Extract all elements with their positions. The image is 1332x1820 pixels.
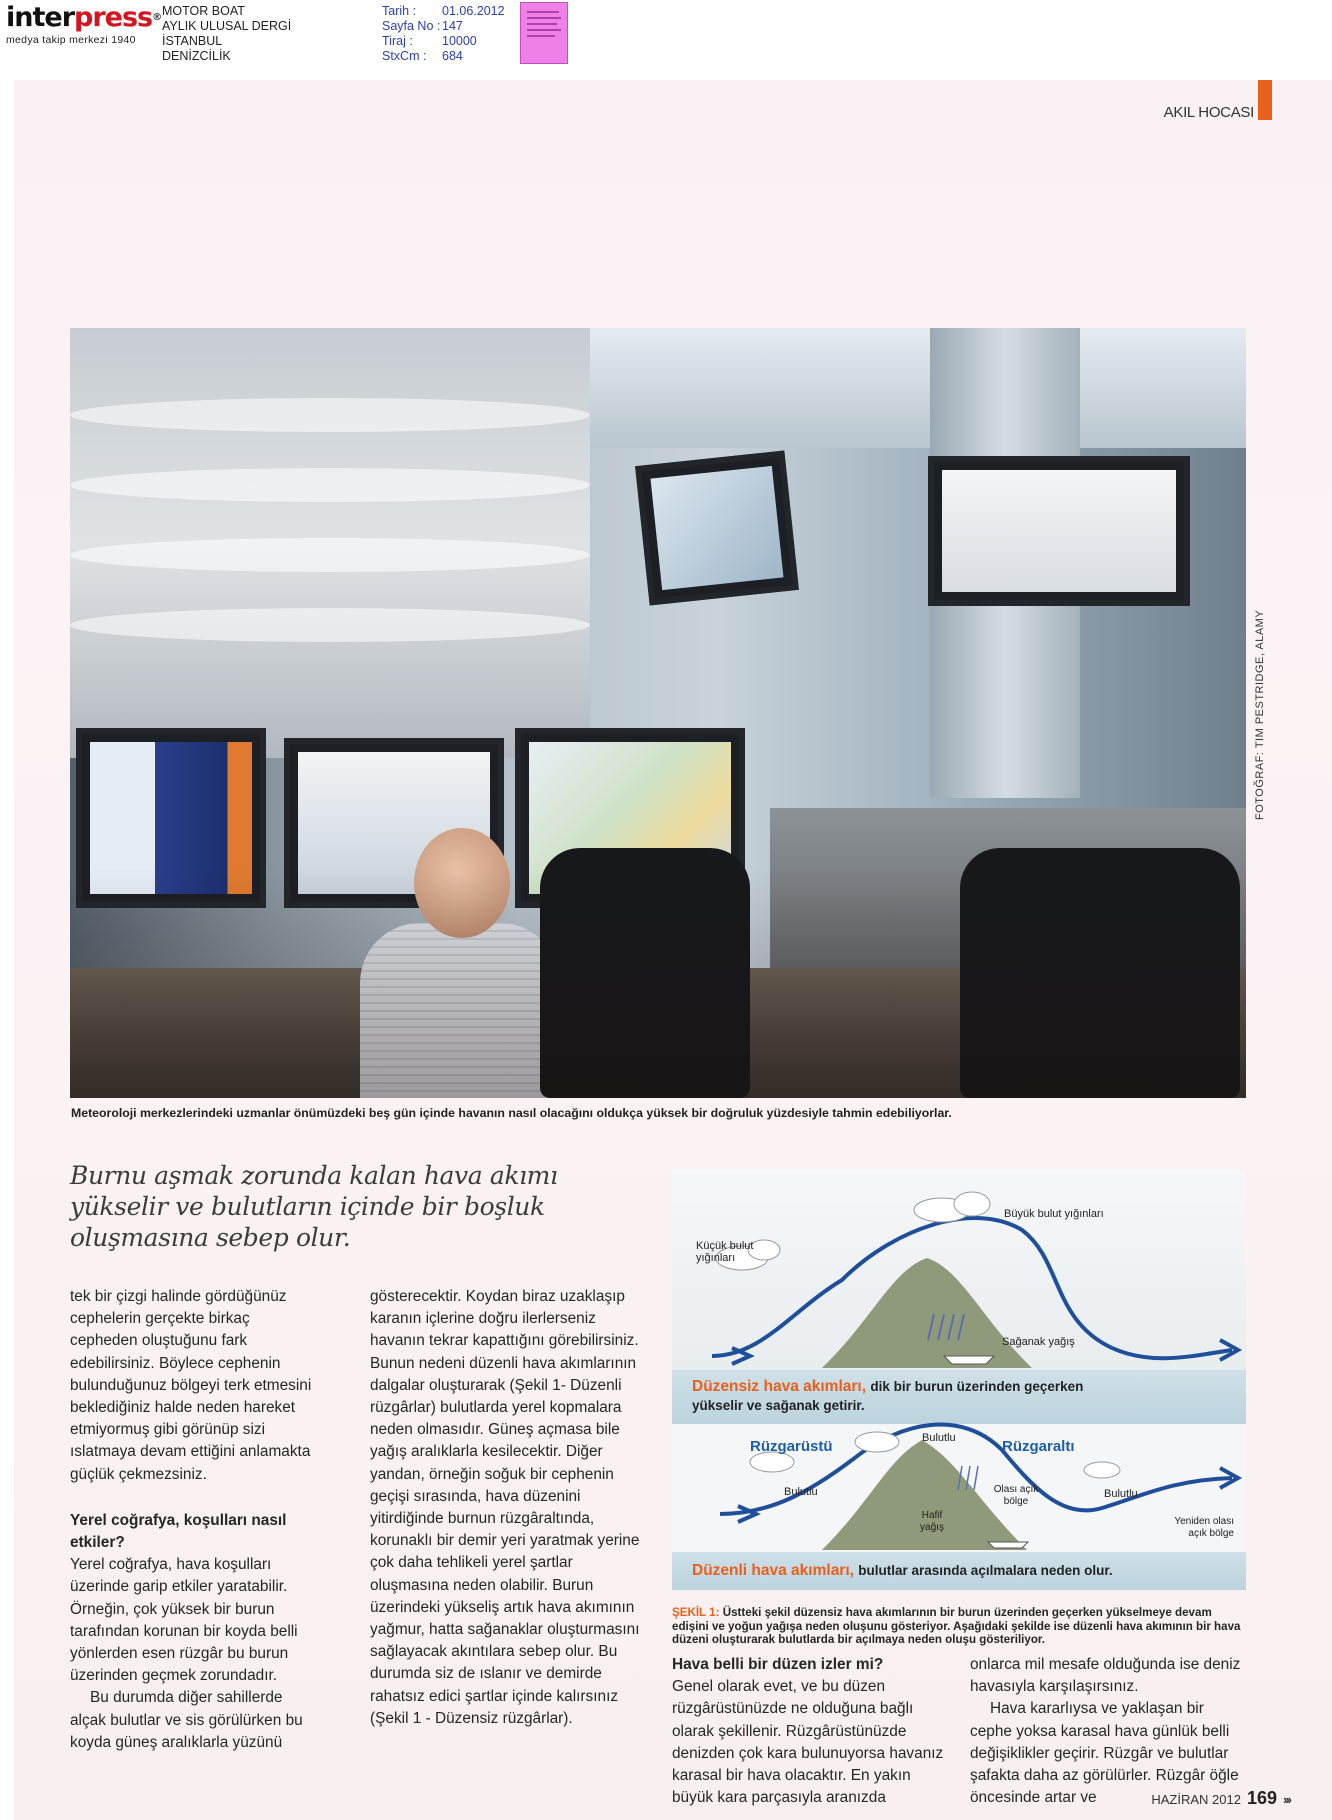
figure-caption-text: Üstteki şekil düzensiz hava akımlarının bir burun üzerinden geçerken yükselmeye devam edişini ve yoğun yağışa neden oluşunu gösteriyor. Aşağıdaki şekilde ise düzenli hava akımının bir hava düzeni oluşturarak bulutlarda bir açılmaya neden oluşu gösteriliyor. [672,1606,1241,1646]
label-cloudy-right: Bulutlu [1104,1488,1138,1500]
text-column-2 [370,1286,652,1730]
logo-tagline: medya takip merkezi 1940 [6,34,136,46]
section-tag: AKIL HOCASI [1163,104,1254,121]
label-leeward: Rüzgaraltı [1002,1438,1075,1455]
label-cloudy-top: Bulutlu [922,1432,956,1444]
pull-quote: Burnu aşmak zorunda kalan hava akımı yükselir ve bulutların içinde bir boşluk oluşmasına sebep olur. [70,1161,558,1252]
publication-line: İSTANBUL [162,34,223,48]
meta-value: 01.06.2012 [442,4,505,18]
figure-subtitle-turbulent: yükselir ve sağanak getirir. [692,1398,865,1413]
meta-key: Tarih : [382,4,417,18]
text-column-1 [70,1286,320,1754]
meta-row [382,4,505,19]
figure-title-steady-rest: bulutlar arasında açılmalara neden olur. [858,1563,1113,1578]
wind-flow-figure [672,1170,1246,1590]
meta-value: 684 [442,49,463,63]
meta-key: Sayfa No : [382,19,441,33]
photo-caption: Meteoroloji merkezlerindeki uzmanlar önümüzdeki beş gün içinde havanın nasıl olacağını oldukça yüksek bir doğruluk yüzdesiyle tahmin edebiliyorlar. [71,1106,952,1120]
logo-press: press [74,2,153,33]
cloud-icon [1084,1462,1120,1478]
label-shower: Sağanak yağış [1002,1336,1075,1348]
publication-line: AYLIK ULUSAL DERGİ [162,19,292,33]
magazine-page [14,80,1332,1820]
page-thumbnail [520,2,568,64]
text-column-4 [970,1654,1246,1809]
figure-title-turbulent-lead: Düzensiz hava akımları, [692,1378,867,1395]
figure-caption-lead: ŞEKİL 1: [672,1606,720,1619]
cloud-icon [750,1452,794,1472]
subheading: Hava belli bir düzen izler mi? [672,1656,884,1673]
paragraph: onlarca mil mesafe olduğunda ise deniz havasıyla karşılaşırsınız. [970,1656,1241,1696]
article-photo [70,328,1246,1098]
page-footer [1151,1788,1290,1809]
meta-key: StxCm : [382,49,427,63]
meta-value: 10000 [442,34,477,48]
logo-inter: inter [6,2,75,33]
meta-row [382,19,505,34]
label-big-clouds: Büyük bulut yığınları [1004,1208,1104,1220]
publication-line: DENİZCİLİK [162,49,231,63]
figure-title-turbulent [692,1378,1232,1396]
text-column-3 [672,1654,950,1809]
footer-month: HAZİRAN 2012 [1151,1792,1241,1807]
label-open-again: Yeniden olası açık bölge [1174,1516,1234,1539]
publication-info [162,4,291,64]
section-color-bar [1258,80,1272,120]
subheading: Yerel coğrafya, koşulları nasıl etkiler? [70,1511,287,1552]
figure-title-steady [692,1562,1232,1580]
meta-value: 147 [442,19,463,33]
headland-hill-top [822,1258,1032,1368]
paragraph: tek bir çizgi halinde gördüğünüz cephelerin gerçekte birkaç cepheden oluştuğunu fark edebilirsiniz. Böylece cephenin bulunduğunuz bölgeyi terk etmesini beklediğiniz halde neden hareket etmiyormuş gibi görünüp sizi ıslatmaya devam ettiğini anlamakta güçlük çekmezsiniz. [70,1288,312,1483]
label-open-area: Olası açık bölge [993,1484,1039,1507]
publication-line: MOTOR BOAT [162,4,245,18]
paragraph: gösterecektir. Koydan biraz uzaklaşıp karanın içlerine doğru ilerlerseniz havanın tekrar kapattığını görebilirsiniz. Bunun nedeni düzenli hava akımlarının dalgalar oluşturarak (Şekil 1- Düzenli rüzgârlar) bulutlarda yerel kopmalara neden olmasıdır. Güneş açmasa bile yağış aralıklarla kesilecektir. Diğer yandan, örneğin soğuk bir cephenin geçişi sırasında, hava düzenini yitirdiğinde burnun rüzgâraltında, korunaklı bir demir yeri yaratmak yerine çok daha tehlikeli yerel şartlar oluşmasına neden olabilir. Burun üzerindeki yükseliş artık hava akımının yağmur, hatta sağanaklar oluşturmasını sağlayacak akıntılara sebep olur. Bu durumda siz de ıslanır ve demirde rahatsız edici şartlar içinde kalırsınız (Şekil 1 - Düzensiz rüzgârlar). [370,1288,640,1727]
meta-row [382,34,505,49]
cloud-icon [954,1192,990,1216]
interpress-logo [6,2,162,46]
photo-credit: FOTOĞRAF: TIM PESTRIDGE, ALAMY [1254,609,1266,820]
clipping-header [0,0,1332,80]
paragraph: Yerel coğrafya, hava koşulları üzerinde garip etkiler yaratabilir. Örneğin, çok yüksek bir burun tarafından korunan bir koyda belli yönlerden esen rüzgâr bu burun üzerinden geçmek zorundadır. [70,1556,298,1685]
paragraph: Hava kararlıysa ve yaklaşan bir cephe yoksa karasal hava günlük belli değişiklikler geçirir. Rüzgâr ve bulutlar şafakta daha az görülürler. Rüzgâr öğle öncesinde artar ve [970,1700,1239,1807]
label-windward: Rüzgarüstü [750,1438,833,1455]
clipping-meta [382,4,505,64]
figure-title-steady-lead: Düzenli hava akımları, [692,1562,854,1579]
cloud-icon [855,1432,899,1452]
label-small-clouds: Küçük bulut yığınları [696,1240,754,1264]
label-cloudy-left: Bulutlu [784,1486,818,1498]
boat-icon [988,1542,1028,1548]
page-number: 169 [1246,1788,1277,1808]
paragraph: Genel olarak evet, ve bu düzen rüzgârüstünüzde ne olduğuna bağlı olarak şekillenir. Rüzgârüstünüzde denizden çok kara bulunuyorsa havanız karasal bir hava olacaktır. En yakın büyük kara parçasıyla aranızda [672,1678,944,1807]
next-arrows-icon: ››› [1283,1792,1290,1807]
boat-icon [944,1356,994,1364]
logo-registered: ® [152,12,162,23]
meta-key: Tiraj : [382,34,413,48]
figure-title-turbulent-rest: dik bir burun üzerinden geçerken [870,1379,1084,1394]
meta-row [382,49,505,64]
label-light-rain: Hafif yağış [920,1510,944,1533]
arrow-head [732,1348,750,1364]
figure-caption [672,1606,1246,1647]
paragraph: Bu durumda diğer sahillerde alçak bulutlar ve sis görülürken bu koyda güneş aralıklarla yüzünü [70,1689,303,1751]
